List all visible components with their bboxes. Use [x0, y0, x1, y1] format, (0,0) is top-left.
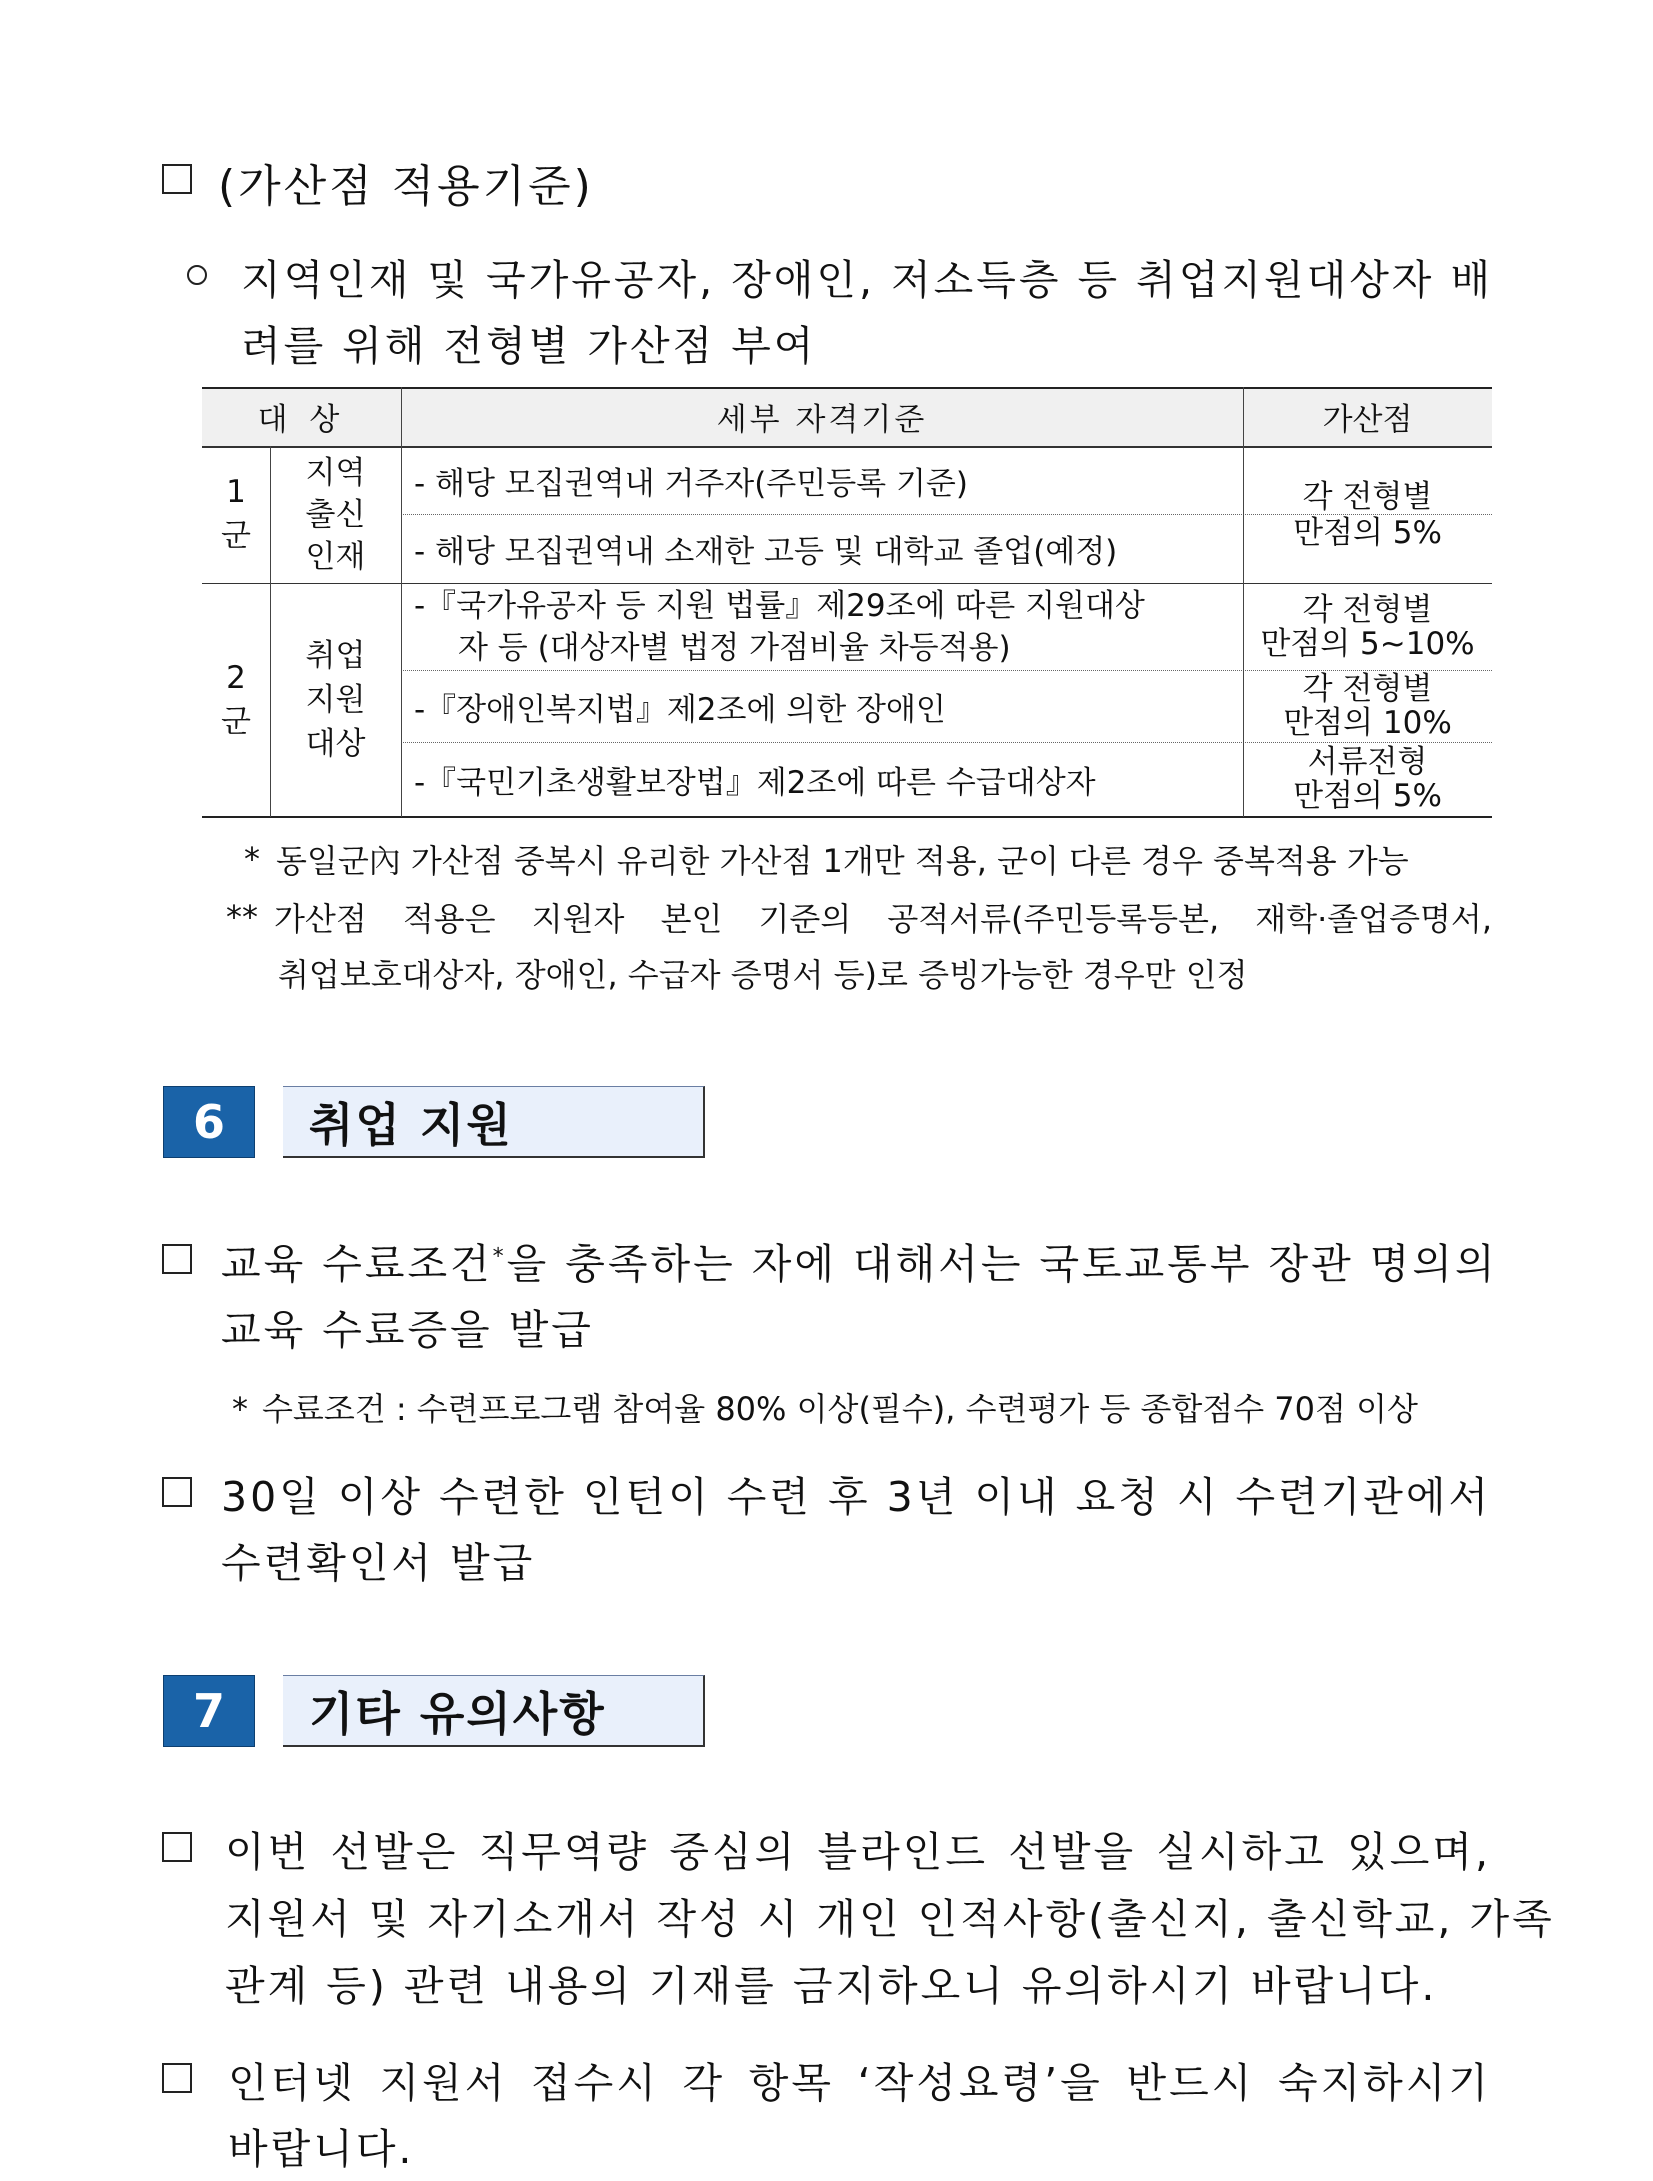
group2-points-line: 만점의 10% [1283, 705, 1452, 741]
group1-label-number: 1 [226, 474, 246, 510]
note2-line1: 가산점 적용은 지원자 본인 기준의 공적서류(주민등록등본, 재학·졸업증명서, [274, 900, 1492, 938]
section6-item2-line2: 수련확인서 발급 [221, 1539, 536, 1587]
section7-number-badge: 7 [163, 1675, 255, 1747]
group2-row-welfare: -『국민기초생활보장법』제2조에 따른 수급대상자 [414, 764, 1096, 801]
group2-disabled-points [1243, 670, 1492, 742]
group2-label-unit: 군 [221, 703, 251, 740]
group2-points-line: 만점의 5~10% [1260, 625, 1475, 662]
group2-points-line: 만점의 5% [1293, 778, 1442, 814]
group2-row-veterans-line: -『국가유공자 등 지원 법률』제29조에 따른 지원대상 [414, 587, 1145, 624]
section6-note-text: 수료조건 : 수련프로그램 참여율 80% 이상(필수), 수련평가 등 종합점수 70점 이상 [262, 1390, 1418, 1428]
header-points: 가산점 [1322, 402, 1413, 438]
group2-category-line: 취업 [305, 638, 366, 674]
group1-points-line: 각 전형별 [1302, 478, 1433, 515]
section6-item1-text-b: 을 충족하는 자에 대해서는 국토교통부 장관 명의의 [506, 1240, 1498, 1288]
group2-points-line: 각 전형별 [1302, 671, 1433, 707]
note2-line2: 취업보호대상자, 장애인, 수급자 증명서 등)로 증빙가능한 경우만 인정 [278, 956, 1248, 994]
note1-text: 동일군內 가산점 중복시 유리한 가산점 1개만 적용, 군이 다른 경우 중복적용 가능 [276, 842, 1409, 880]
section6-title: 취업 지원 [283, 1086, 705, 1158]
section6-item1-line2: 교육 수료증을 발급 [221, 1306, 594, 1354]
group1-category-line: 출신 [305, 496, 366, 533]
circle-bullet-icon [187, 265, 207, 285]
checkbox-square-icon [162, 1832, 192, 1862]
table-col-divider [401, 387, 402, 817]
section6-note-mark: * [232, 1390, 248, 1428]
group2-welfare-points [1243, 742, 1492, 816]
section7-item1-line3: 관계 등) 관련 내용의 기재를 금지하오니 유의하시기 바랍니다. [225, 1962, 1438, 2010]
group2-label [202, 583, 270, 817]
group2-points-line: 각 전형별 [1302, 591, 1433, 628]
bonus-intro-line2: 려를 위해 전형별 가산점 부여 [241, 322, 817, 370]
group1-label [202, 446, 270, 583]
bonus-heading: (가산점 적용기준) [218, 161, 594, 212]
section6-item2-line1: 30일 이상 수련한 인턴이 수련 후 3년 이내 요청 시 수련기관에서 [221, 1473, 1492, 1521]
section6-item1-line1 [221, 1231, 1498, 1290]
bonus-intro-line1: 지역인재 및 국가유공자, 장애인, 저소득층 등 취업지원대상자 배 [241, 256, 1494, 304]
checkbox-square-icon [162, 1477, 192, 1507]
section7-item2-line2: 바랍니다. [228, 2125, 415, 2173]
section6-number-badge: 6 [163, 1086, 255, 1158]
group2-label-number: 2 [226, 659, 246, 696]
group2-category-line: 대상 [305, 726, 366, 762]
header-criteria: 세부 자격기준 [716, 402, 928, 438]
group2-row-disabled: -『장애인복지법』제2조에 의한 장애인 [414, 691, 946, 728]
group2-category [270, 583, 401, 817]
section7-item2-line1: 인터넷 지원서 접수시 각 항목 ‘작성요령’을 반드시 숙지하시기 [228, 2059, 1491, 2107]
group1-category-line: 인재 [305, 538, 366, 575]
note2-mark: ** [226, 898, 258, 936]
section7-item1-line2: 지원서 및 자기소개서 작성 시 개인 인적사항(출신지, 출신학교, 가족 [225, 1895, 1555, 1943]
footnote-marker: * [492, 1244, 507, 1270]
group2-points-line: 서류전형 [1307, 744, 1428, 780]
group2-veterans-points [1243, 583, 1492, 670]
checkbox-square-icon [162, 1244, 192, 1274]
checkbox-square-icon [162, 164, 192, 194]
group1-category [270, 446, 401, 583]
note1-mark: * [244, 840, 260, 878]
group1-row-graduation: - 해당 모집권역내 소재한 고등 및 대학교 졸업(예정) [414, 534, 1118, 570]
group1-row-residence: - 해당 모집권역내 거주자(주민등록 기준) [414, 465, 968, 502]
section7-item1-line1: 이번 선발은 직무역량 중심의 블라인드 선발을 실시하고 있으며, [225, 1828, 1491, 1876]
group2-row-veterans [414, 583, 1145, 670]
group1-points [1243, 446, 1492, 583]
bonus-points-table [202, 387, 1492, 818]
section7-title: 기타 유의사항 [283, 1675, 705, 1747]
group2-row-veterans-line: 자 등 (대상자별 법정 가점비율 차등적용) [458, 629, 1011, 666]
header-target: 대 상 [257, 402, 346, 438]
checkbox-square-icon [162, 2063, 192, 2093]
section6-item1-text-a: 교육 수료조건 [221, 1240, 493, 1288]
group1-label-unit: 군 [221, 518, 251, 554]
group1-points-line: 만점의 5% [1293, 514, 1442, 551]
group1-category-line: 지역 [305, 454, 366, 491]
group2-category-line: 지원 [305, 682, 366, 718]
